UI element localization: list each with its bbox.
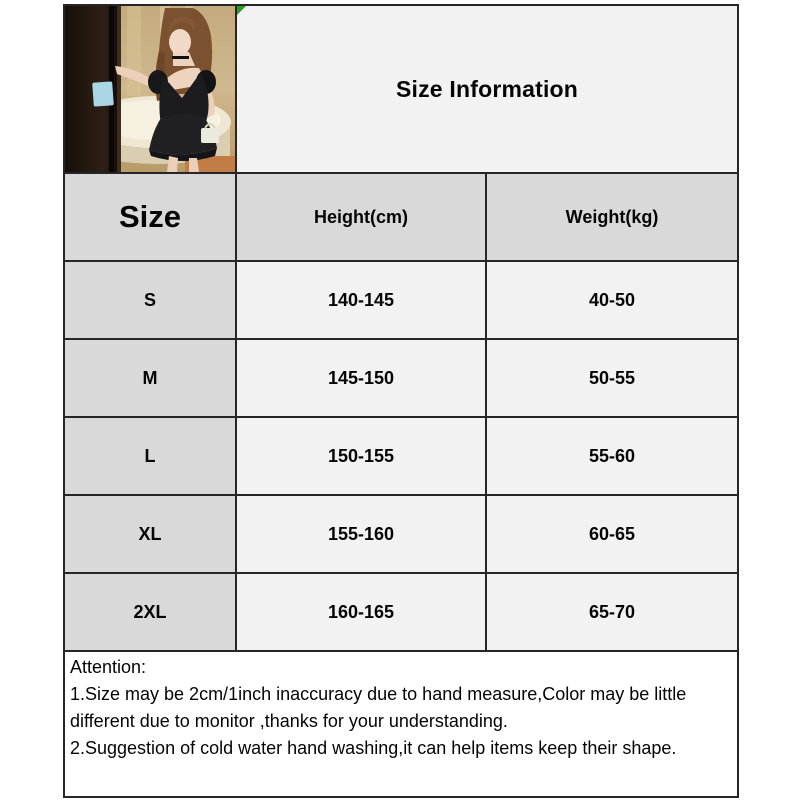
attention-title: Attention: — [70, 657, 147, 677]
top-row — [64, 5, 738, 173]
page-title: Size Information — [395, 75, 579, 102]
height-value: 160-165 — [236, 573, 486, 651]
size-chart-sheet — [63, 4, 739, 798]
attention-row — [64, 651, 738, 797]
size-label: L — [64, 417, 236, 495]
size-label: XL — [64, 495, 236, 573]
table-row — [64, 573, 738, 651]
table-row — [64, 261, 738, 339]
weight-value: 50-55 — [486, 339, 738, 417]
weight-value: 65-70 — [486, 573, 738, 651]
table-row — [64, 339, 738, 417]
size-label: 2XL — [64, 573, 236, 651]
height-value: 155-160 — [236, 495, 486, 573]
size-label: M — [64, 339, 236, 417]
size-label: S — [64, 261, 236, 339]
green-corner-triangle-icon — [237, 6, 246, 15]
weight-value: 55-60 — [486, 417, 738, 495]
weight-value: 60-65 — [486, 495, 738, 573]
size-information-title-cell — [236, 5, 738, 173]
column-header-height: Height(cm) — [236, 173, 486, 261]
column-header-weight: Weight(kg) — [486, 173, 738, 261]
height-value: 145-150 — [236, 339, 486, 417]
attention-box — [64, 651, 738, 797]
table-row — [64, 417, 738, 495]
table-row — [64, 495, 738, 573]
table-header-row — [64, 173, 738, 261]
product-photo-illustration — [65, 6, 236, 172]
product-photo — [64, 5, 236, 173]
height-value: 140-145 — [236, 261, 486, 339]
column-header-size: Size — [64, 173, 236, 261]
door — [65, 6, 121, 172]
attention-note-2: 2.Suggestion of cold water hand washing,it can help items keep their shape. — [70, 738, 677, 758]
weight-value: 40-50 — [486, 261, 738, 339]
size-table — [63, 4, 739, 798]
height-value: 150-155 — [236, 417, 486, 495]
attention-note-1: 1.Size may be 2cm/1inch inaccuracy due to hand measure,Color may be little different due to monitor ,thanks for your understanding. — [70, 684, 687, 731]
